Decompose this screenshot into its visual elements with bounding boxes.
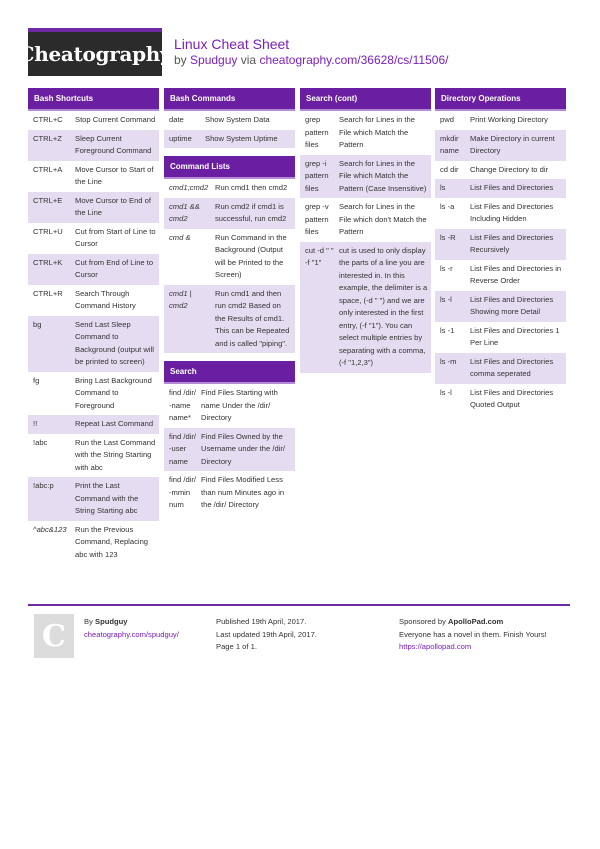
row-value: Search Through Command History bbox=[75, 288, 136, 310]
row-value: List Files and Directories in Reverse Order bbox=[470, 263, 562, 285]
row-key: CTRL+U bbox=[33, 226, 63, 236]
table-row bbox=[164, 384, 295, 428]
table-row bbox=[164, 428, 295, 472]
section-heading: Command Lists bbox=[164, 156, 295, 179]
table-row bbox=[28, 415, 159, 434]
row-key: CTRL+K bbox=[33, 257, 63, 267]
row-value: Cut from End of Line to Cursor bbox=[75, 257, 154, 279]
footer-author bbox=[84, 616, 179, 641]
row-key: ls bbox=[440, 183, 446, 192]
row-key: !abc bbox=[33, 437, 48, 447]
table-row bbox=[28, 477, 159, 521]
section-rows bbox=[164, 384, 295, 515]
row-key: ls -l bbox=[440, 294, 452, 304]
table-row bbox=[164, 179, 295, 198]
table-row bbox=[164, 229, 295, 285]
row-key: CTRL+A bbox=[33, 164, 63, 174]
updated-date: Last updated 19th April, 2017. bbox=[216, 629, 317, 639]
footer-dates bbox=[216, 616, 317, 654]
sponsor-link[interactable]: https://apollopad.com bbox=[399, 642, 472, 651]
table-row bbox=[164, 130, 295, 149]
row-key: ls -l bbox=[440, 387, 452, 397]
row-key: fg bbox=[33, 375, 40, 385]
row-key: ^abc&123 bbox=[33, 524, 67, 534]
page-count: Page 1 of 1. bbox=[216, 642, 257, 651]
row-key: !! bbox=[33, 419, 38, 428]
row-key: cmd1;cmd2 bbox=[169, 183, 209, 192]
search-cont-section bbox=[300, 88, 431, 373]
row-key: mkdir name bbox=[440, 133, 459, 155]
row-value: Change Directory to dir bbox=[470, 164, 549, 174]
column-2 bbox=[164, 88, 295, 523]
row-value: Print Working Directory bbox=[470, 115, 548, 124]
section-heading: Bash Shortcuts bbox=[28, 88, 159, 111]
row-value: Stop Current Command bbox=[75, 115, 156, 124]
row-value: Repeat Last Command bbox=[75, 419, 154, 428]
table-row bbox=[28, 434, 159, 478]
table-row bbox=[164, 198, 295, 229]
row-key: grep -v pattern files bbox=[305, 202, 329, 236]
row-key: CTRL+Z bbox=[33, 133, 62, 143]
table-row bbox=[28, 372, 159, 416]
row-value: Cut from Start of Line to Cursor bbox=[75, 226, 156, 248]
row-key: uptime bbox=[169, 133, 192, 143]
row-value: cut is used to only display the parts of a line you are interested in. In this example, the delimiter is a space, (-d " ") and we are only interested in the first entry, (-f "1"). You can select multiple entries by separating with a comma, (-f "1,2,3") bbox=[339, 245, 428, 367]
footer-divider bbox=[28, 604, 570, 606]
row-value: List Files and Directories 1 Per Line bbox=[470, 325, 560, 347]
sponsor-tagline: Everyone has a novel in them. Finish Yours! bbox=[399, 629, 547, 639]
table-row bbox=[28, 254, 159, 285]
row-value: Show System Data bbox=[205, 115, 270, 124]
table-row bbox=[164, 111, 295, 130]
row-key: cut -d " " -f "1" bbox=[305, 245, 334, 267]
row-value: Run Command in the Background (Output will be Printed to the Screen) bbox=[215, 232, 287, 279]
row-key: cmd1 && cmd2 bbox=[169, 201, 200, 223]
table-row bbox=[28, 130, 159, 161]
row-key: grep -i pattern files bbox=[305, 158, 329, 193]
row-value: List Files and Directories Showing more Detail bbox=[470, 294, 554, 316]
table-row bbox=[435, 291, 566, 322]
row-value: List Files and Directories Quoted Output bbox=[470, 387, 554, 409]
table-row bbox=[435, 353, 566, 384]
footer-author-name[interactable]: Spudguy bbox=[95, 617, 128, 626]
row-key: find /dir/ -mmin num bbox=[169, 475, 197, 509]
bash-shortcuts-section bbox=[28, 88, 159, 564]
table-row bbox=[300, 111, 431, 155]
section-rows bbox=[28, 111, 159, 564]
row-value: Send Last Sleep Command to Background (output will be printed to screen) bbox=[75, 319, 154, 366]
row-value: Find Files Starting with name Under the /dir/ Directory bbox=[201, 388, 278, 422]
row-value: Run cmd2 if cmd1 is successful, run cmd2 bbox=[215, 201, 287, 223]
by-label: By bbox=[84, 617, 93, 626]
row-key: ls -m bbox=[440, 356, 457, 366]
author-profile-link[interactable]: cheatography.com/spudguy/ bbox=[84, 629, 179, 639]
footer-sponsor bbox=[399, 616, 547, 654]
column-3 bbox=[300, 88, 431, 381]
author-link[interactable]: Spudguy bbox=[190, 53, 238, 67]
table-row bbox=[164, 471, 295, 515]
row-key: CTRL+R bbox=[33, 288, 63, 298]
row-value: Sleep Current Foreground Command bbox=[75, 133, 152, 155]
section-heading: Search bbox=[164, 361, 295, 384]
row-value: Run cmd1 then cmd2 bbox=[215, 183, 288, 192]
section-rows bbox=[164, 111, 295, 148]
row-key: cd dir bbox=[440, 164, 459, 174]
row-key: ls -1 bbox=[440, 325, 455, 335]
table-row bbox=[300, 242, 431, 373]
section-rows bbox=[164, 179, 295, 353]
table-row bbox=[435, 322, 566, 353]
row-key: bg bbox=[33, 319, 42, 329]
table-row bbox=[28, 111, 159, 130]
directory-operations-section bbox=[435, 88, 566, 415]
row-key: ls -a bbox=[440, 201, 455, 211]
section-rows bbox=[435, 111, 566, 415]
table-row bbox=[435, 384, 566, 415]
row-value: Run the Last Command with the String Starting with abc bbox=[75, 437, 156, 472]
table-row bbox=[435, 179, 566, 198]
row-value: Move Cursor to End of the Line bbox=[75, 195, 151, 217]
row-value: List Files and Directories Recursively bbox=[470, 232, 554, 254]
row-key: !abc:p bbox=[33, 481, 54, 490]
section-heading: Bash Commands bbox=[164, 88, 295, 111]
row-value: Find Files Modified Less than num Minutes ago in the /dir/ Directory bbox=[201, 475, 285, 509]
table-row bbox=[435, 161, 566, 180]
bash-commands-section bbox=[164, 88, 295, 148]
table-row bbox=[300, 155, 431, 199]
row-value: Search for Lines in the File which don't Match the Pattern bbox=[339, 202, 427, 236]
table-row bbox=[28, 316, 159, 372]
row-value: Make Directory in current Directory bbox=[470, 133, 555, 155]
row-value: List Files and Directories comma seperated bbox=[470, 356, 554, 378]
via-label: via bbox=[240, 53, 257, 67]
table-row bbox=[435, 111, 566, 130]
table-row bbox=[435, 130, 566, 161]
table-row bbox=[435, 229, 566, 260]
sponsor-label: Sponsored by bbox=[399, 617, 446, 626]
table-row bbox=[300, 198, 431, 242]
row-key: CTRL+C bbox=[33, 115, 63, 124]
row-value: Bring Last Background Command to Foreground bbox=[75, 375, 152, 410]
row-value: Find Files Owned by the Username under the /dir/ Directory bbox=[201, 431, 285, 466]
author-avatar[interactable]: C bbox=[34, 614, 74, 658]
row-key: grep pattern files bbox=[305, 115, 329, 149]
row-value: Run cmd1 and then run cmd2 Based on the Results of cmd1. This can be Repeated and is called "piping". bbox=[215, 288, 290, 348]
table-row bbox=[435, 198, 566, 229]
row-value: List Files and Directories bbox=[470, 183, 554, 192]
row-value: Print the Last Command with the String Starting abc bbox=[75, 481, 139, 515]
sheet-url-link[interactable]: cheatography.com/36628/cs/11506/ bbox=[259, 53, 449, 67]
byline bbox=[174, 53, 448, 67]
column-4 bbox=[435, 88, 566, 423]
table-row bbox=[28, 161, 159, 192]
table-row bbox=[28, 223, 159, 254]
row-value: List Files and Directories Including Hidden bbox=[470, 201, 554, 223]
table-row bbox=[164, 285, 295, 354]
row-value: Search for Lines in the File which Match the Pattern bbox=[339, 115, 415, 149]
command-lists-section bbox=[164, 156, 295, 353]
table-row bbox=[28, 192, 159, 223]
section-rows bbox=[300, 111, 431, 373]
row-key: date bbox=[169, 115, 184, 124]
by-label: by bbox=[174, 53, 187, 67]
table-row bbox=[435, 260, 566, 291]
row-key: find /dir/ -user name bbox=[169, 431, 197, 466]
row-key: cmd & bbox=[169, 232, 191, 242]
row-value: Run the Previous Command, Replacing abc with 123 bbox=[75, 524, 149, 559]
row-value: Move Cursor to Start of the Line bbox=[75, 164, 154, 186]
sponsor-name[interactable]: ApolloPad.com bbox=[448, 617, 504, 626]
search-section bbox=[164, 361, 295, 515]
row-key: pwd bbox=[440, 115, 454, 124]
cheatography-logo[interactable]: Cheatography bbox=[28, 28, 162, 76]
section-heading: Directory Operations bbox=[435, 88, 566, 111]
row-key: CTRL+E bbox=[33, 195, 63, 205]
row-key: ls -R bbox=[440, 232, 456, 242]
column-1 bbox=[28, 88, 159, 572]
row-key: find /dir/ -name name* bbox=[169, 388, 197, 422]
table-row bbox=[28, 285, 159, 316]
row-key: cmd1 | cmd2 bbox=[169, 288, 192, 310]
table-row bbox=[28, 521, 159, 565]
row-value: Show System Uptime bbox=[205, 133, 278, 143]
row-key: ls -r bbox=[440, 263, 453, 273]
page-title: Linux Cheat Sheet bbox=[174, 36, 290, 52]
published-date: Published 19th April, 2017. bbox=[216, 617, 307, 626]
row-value: Search for Lines in the File which Match the Pattern (Case Insensitive) bbox=[339, 158, 427, 193]
section-heading: Search (cont) bbox=[300, 88, 431, 111]
